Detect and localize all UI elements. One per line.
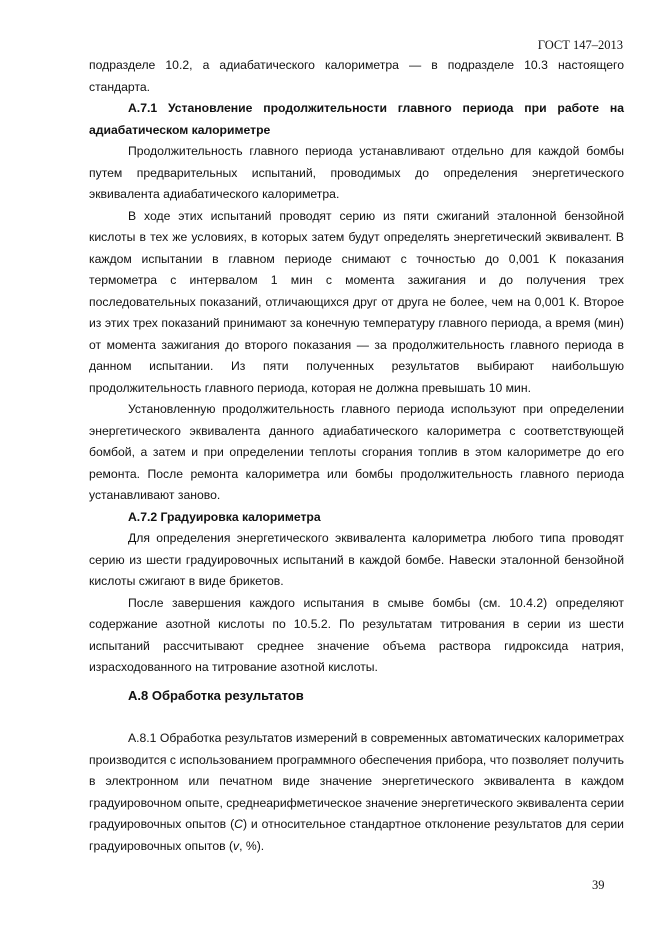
paragraph: Продолжительность главного периода устанавливают отдельно для каждой бомбы путем предварительных испытаний, проводимых до определения энергетического эквивалента адиабатического калориметра. xyxy=(89,144,624,201)
standard-header: ГОСТ 147–2013 xyxy=(537,38,623,52)
paragraph-a81 xyxy=(89,728,624,857)
paragraph: В ходе этих испытаний проводят серию из пяти сжиганий эталонной бензойной кислоты в тех же условиях, в которых затем будут определять энергетический эквивалент. В каждом испытании в главном периоде снимают с точностью до 0,001 К показания термометра с интервалом 1 мин с момента зажигания и до получения трех последовательных показаний, отличающихся друг от друга не более, чем на 0,001 К. Второе из этих трех показаний принимают за конечную температуру главного периода, а время (мин) от момента зажигания до второго показания — за продолжительность главного периода в данном испытании. Из пяти полученных результатов выбирают наибольшую продолжительность главного периода, которая не должна превышать 10 мин. xyxy=(89,208,624,395)
symbol-c: С xyxy=(234,817,243,831)
symbol-v: v xyxy=(233,838,240,853)
page-number: 39 xyxy=(592,878,605,892)
heading-a72: А.7.2 Градуировка калориметра xyxy=(128,509,321,524)
main-text xyxy=(89,55,624,679)
heading-a8: А.8 Обработка результатов xyxy=(128,688,304,703)
text-part: А.8.1 Обработка результатов измерений в современных автоматических калориметрах производится с использованием программного обеспечения прибора, что позволяет получить в электронном или печатном виде значение энергетического эквивалента в каждом градуировочном опыте, среднеарифметическое значение энергетического эквивалента серии градуировочных опытов ( xyxy=(89,731,624,831)
paragraph: Установленную продолжительность главного периода используют при определении энергетического эквивалента данного адиабатического калориметра с соответствующей бомбой, а затем и при определении теплоты сгорания топлив в этом калориметре до его ремонта. После ремонта калориметра или бомбы продолжительность главного периода устанавливают заново. xyxy=(89,402,624,502)
text-part: , %). xyxy=(239,838,265,853)
paragraph: Для определения энергетического эквивалента калориметра любого типа проводят серию из шести градуировочных испытаний в каждой бомбе. Навески эталонной бензойной кислоты сжигают в виде брикетов. xyxy=(89,531,624,588)
text-part: ) и относительное стандартное отклонение результатов для серии градуировочных опытов ( xyxy=(89,817,624,853)
paragraph: После завершения каждого испытания в смыве бомбы (см. 10.4.2) определяют содержание азотной кислоты по 10.5.2. По результатам титрования в серии из шести испытаний рассчитывают среднее значение объема раствора гидроксида натрия, израсходованного на титрование азотной кислоты. xyxy=(89,595,624,674)
section-a8-text xyxy=(89,728,624,857)
paragraph-continuation: подразделе 10.2, а адиабатического калориметра — в подразделе 10.3 настоящего стандарта. xyxy=(89,58,624,94)
heading-a71: А.7.1 Установление продолжительности главного периода при работе на адиабатическом калориметре xyxy=(89,101,624,137)
